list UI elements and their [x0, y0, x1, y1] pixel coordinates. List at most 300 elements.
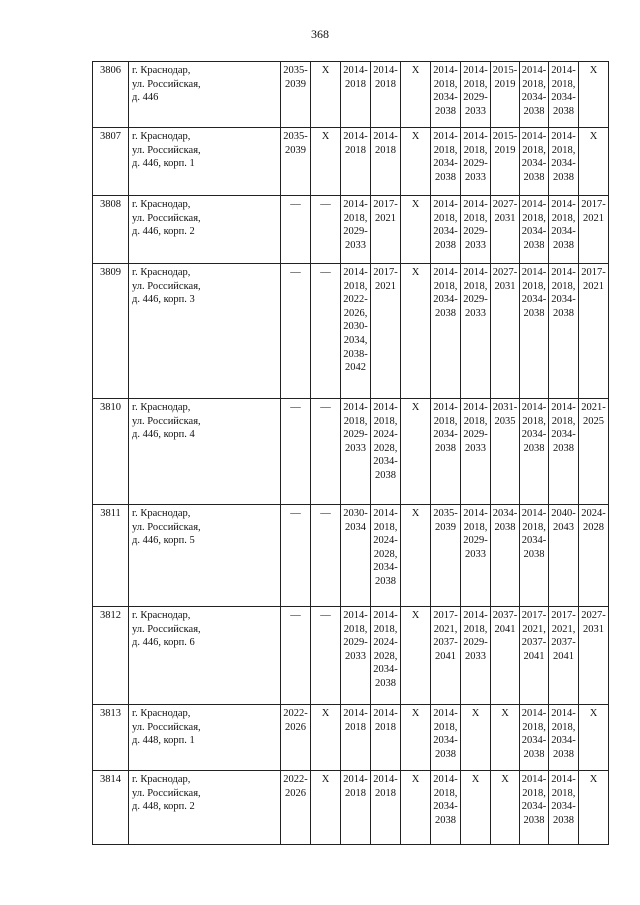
- cell-line: 2034-: [433, 158, 458, 170]
- cell-line: 2034-: [551, 294, 576, 306]
- cell-line: 2034-: [521, 294, 547, 306]
- period-cell: [461, 607, 491, 705]
- period-cell: [371, 399, 401, 505]
- period-cell: [401, 264, 431, 399]
- cell-line: 2038: [553, 239, 574, 251]
- period-cell: [461, 196, 491, 264]
- cell-line: 2029-: [463, 92, 488, 104]
- cell-line: 2015-: [492, 65, 518, 76]
- period-cell: [549, 705, 579, 771]
- address-line: ул. Российская,: [132, 623, 201, 635]
- cell-line: 2014-: [551, 774, 576, 785]
- address-line: ул. Российская,: [132, 787, 201, 799]
- cell-line: 2021: [375, 280, 396, 292]
- period-cell: [491, 196, 520, 264]
- cell-line: 2038: [435, 171, 456, 183]
- cell-line: 2014-: [551, 131, 576, 142]
- cell-line: 2034: [345, 521, 366, 533]
- cell-line: 2018,: [433, 787, 458, 799]
- period-cell: [461, 505, 491, 607]
- cell-line: 2034-: [373, 562, 398, 574]
- cell-line: 2034,: [343, 334, 368, 346]
- cell-line: 2018,: [463, 280, 488, 292]
- schedule-table: [92, 61, 609, 845]
- cell-line: 2038: [553, 814, 574, 826]
- cell-line: X: [321, 65, 330, 76]
- cell-line: 2034-: [433, 226, 458, 238]
- address-cell: [129, 264, 281, 399]
- dash-mark: —: [320, 610, 331, 621]
- cell-line: 2034-: [551, 226, 576, 238]
- address-line: г. Краснодар,: [132, 267, 191, 278]
- cell-line: 2018,: [463, 415, 488, 427]
- cell-line: 2014-: [463, 131, 488, 142]
- period-cell: [401, 705, 431, 771]
- cell-line: 2038-: [343, 348, 368, 360]
- cell-line: 2014-: [521, 774, 547, 785]
- cell-line: 2028: [583, 521, 604, 533]
- cell-line: 2038: [523, 442, 545, 454]
- cell-line: 2043: [553, 521, 574, 533]
- cell-line: 2029-: [463, 294, 488, 306]
- period-cell: [281, 771, 311, 845]
- dash-mark: —: [320, 199, 331, 210]
- period-cell: [401, 505, 431, 607]
- cell-line: 2034-: [521, 226, 547, 238]
- period-cell: [431, 399, 461, 505]
- cell-line: 2038: [523, 748, 545, 760]
- period-cell: [341, 399, 371, 505]
- dash-mark: —: [290, 402, 301, 413]
- cell-line: 2014-: [463, 402, 488, 413]
- period-cell: [371, 264, 401, 399]
- period-cell: [311, 128, 341, 196]
- table-row: [93, 607, 609, 705]
- cell-line: 2018: [345, 144, 366, 156]
- row-number: 3813: [93, 705, 129, 771]
- cell-line: 2037-: [551, 637, 576, 649]
- cell-line: 2019: [494, 78, 516, 90]
- cell-line: 2029-: [463, 535, 488, 547]
- cell-line: 2021: [583, 212, 604, 224]
- cell-line: 2038: [375, 677, 396, 689]
- cell-line: 2034-: [433, 294, 458, 306]
- cell-line: 2018: [345, 721, 366, 733]
- cell-line: 2041: [553, 650, 574, 662]
- address-line: г. Краснодар,: [132, 610, 191, 621]
- period-cell: [431, 196, 461, 264]
- address-line: д. 446: [132, 92, 159, 104]
- cell-line: 2014-: [551, 267, 576, 278]
- cell-line: 2024-: [373, 535, 398, 547]
- cell-line: 2034-: [433, 92, 458, 104]
- cell-line: 2014-: [463, 610, 488, 621]
- table-row: [93, 128, 609, 196]
- period-cell: [341, 505, 371, 607]
- address-line: д. 446, корп. 4: [132, 429, 195, 441]
- cell-line: 2021,: [522, 623, 546, 635]
- cell-line: X: [589, 131, 598, 142]
- cell-line: 2034-: [433, 429, 458, 441]
- cell-line: 2018,: [373, 623, 398, 635]
- period-cell: [311, 196, 341, 264]
- address-line: д. 446, корп. 1: [132, 158, 195, 170]
- period-cell: [549, 264, 579, 399]
- cell-line: 2014-: [521, 65, 547, 76]
- cell-line: 2014-: [373, 610, 398, 621]
- cell-line: 2018,: [551, 415, 576, 427]
- period-cell: [311, 705, 341, 771]
- cell-line: 2031: [494, 280, 516, 292]
- cell-line: 2014-: [521, 199, 547, 210]
- cell-line: 2018,: [463, 521, 488, 533]
- cell-line: 2018,: [343, 280, 368, 292]
- period-cell: [401, 771, 431, 845]
- cell-line: 2034-: [551, 158, 576, 170]
- address-cell: [129, 705, 281, 771]
- cell-line: 2025: [583, 415, 604, 427]
- cell-line: 2041: [435, 650, 456, 662]
- cell-line: 2018,: [522, 280, 546, 292]
- period-cell: [520, 128, 549, 196]
- cell-line: 2018,: [551, 721, 576, 733]
- cell-line: 2024-: [373, 637, 398, 649]
- cell-line: 2029-: [343, 637, 368, 649]
- period-cell: [549, 128, 579, 196]
- cell-line: 2034-: [521, 92, 547, 104]
- cell-line: 2017-: [373, 199, 398, 210]
- period-cell: [549, 607, 579, 705]
- cell-line: 2014-: [433, 267, 458, 278]
- cell-line: 2018: [345, 78, 366, 90]
- cell-line: 2018,: [551, 144, 576, 156]
- cell-line: 2038: [523, 171, 545, 183]
- address-cell: [129, 607, 281, 705]
- cell-line: 2018: [375, 787, 396, 799]
- cell-line: 2014-: [463, 65, 488, 76]
- period-cell: [491, 264, 520, 399]
- row-number: 3807: [93, 128, 129, 196]
- period-cell: [549, 771, 579, 845]
- cell-line: 2014-: [373, 65, 398, 76]
- address-line: г. Краснодар,: [132, 708, 191, 719]
- period-cell: [461, 62, 491, 128]
- cell-line: 2026,: [343, 307, 368, 319]
- cell-line: 2014-: [343, 199, 368, 210]
- period-cell: [579, 505, 609, 607]
- cell-line: 2028,: [373, 548, 398, 560]
- period-cell: [579, 399, 609, 505]
- cell-line: 2027-: [492, 199, 518, 210]
- cell-line: 2035-: [283, 65, 308, 76]
- address-line: г. Краснодар,: [132, 199, 191, 210]
- cell-line: 2024-: [581, 508, 606, 519]
- cell-line: 2018,: [343, 212, 368, 224]
- cell-line: X: [321, 774, 330, 785]
- cell-line: 2018,: [522, 721, 546, 733]
- cell-line: 2014-: [343, 610, 368, 621]
- cell-line: 2034-: [521, 158, 547, 170]
- period-cell: [371, 62, 401, 128]
- cell-line: 2034-: [521, 535, 547, 547]
- period-cell: [401, 399, 431, 505]
- cell-line: 2018,: [433, 721, 458, 733]
- address-line: ул. Российская,: [132, 521, 201, 533]
- cell-line: X: [589, 774, 598, 785]
- address-line: г. Краснодар,: [132, 65, 191, 76]
- cell-line: 2022-: [343, 294, 368, 306]
- cell-line: 2037-: [492, 610, 518, 621]
- cell-line: 2038: [553, 307, 574, 319]
- period-cell: [341, 196, 371, 264]
- cell-line: 2014-: [551, 708, 576, 719]
- cell-line: 2021-: [581, 402, 606, 413]
- cell-line: X: [501, 774, 509, 785]
- address-line: д. 446, корп. 5: [132, 535, 195, 547]
- cell-line: X: [589, 65, 598, 76]
- row-number: 3808: [93, 196, 129, 264]
- cell-line: 2038: [523, 307, 545, 319]
- cell-line: 2014-: [521, 708, 547, 719]
- cell-line: 2024-: [373, 429, 398, 441]
- page-number: 368: [311, 27, 329, 41]
- cell-line: 2018,: [463, 623, 488, 635]
- period-cell: [520, 399, 549, 505]
- cell-line: 2018,: [433, 415, 458, 427]
- cell-line: 2017-: [581, 267, 606, 278]
- cell-line: 2018: [345, 787, 366, 799]
- period-cell: [401, 607, 431, 705]
- period-cell: [281, 399, 311, 505]
- period-cell: [281, 705, 311, 771]
- address-line: д. 446, корп. 6: [132, 637, 195, 649]
- cell-line: 2018: [375, 144, 396, 156]
- cell-line: 2033: [465, 307, 486, 319]
- cell-line: 2041: [523, 650, 545, 662]
- cell-line: 2033: [345, 442, 366, 454]
- period-cell: [341, 607, 371, 705]
- period-cell: [371, 607, 401, 705]
- cell-line: 2014-: [551, 65, 576, 76]
- cell-line: 2017-: [433, 610, 458, 621]
- period-cell: [579, 196, 609, 264]
- cell-line: 2038: [435, 239, 456, 251]
- period-cell: [491, 128, 520, 196]
- period-cell: [281, 264, 311, 399]
- cell-line: 2018,: [551, 787, 576, 799]
- cell-line: 2035-: [283, 131, 308, 142]
- table-row: [93, 505, 609, 607]
- cell-line: 2014-: [343, 65, 368, 76]
- table-row: [93, 196, 609, 264]
- cell-line: X: [411, 131, 420, 142]
- cell-line: 2038: [494, 521, 516, 533]
- dash-mark: —: [320, 402, 331, 413]
- address-cell: [129, 62, 281, 128]
- cell-line: 2038: [523, 105, 545, 117]
- cell-line: 2038: [553, 748, 574, 760]
- cell-line: 2040-: [551, 508, 576, 519]
- period-cell: [371, 128, 401, 196]
- cell-line: 2038: [435, 105, 456, 117]
- table-row: [93, 264, 609, 399]
- cell-line: X: [321, 708, 330, 719]
- period-cell: [281, 62, 311, 128]
- period-cell: [461, 771, 491, 845]
- row-number: 3814: [93, 771, 129, 845]
- period-cell: [461, 399, 491, 505]
- period-cell: [491, 607, 520, 705]
- address-line: ул. Российская,: [132, 78, 201, 90]
- cell-line: 2034-: [521, 735, 547, 747]
- period-cell: [281, 607, 311, 705]
- cell-line: 2018,: [551, 212, 576, 224]
- cell-line: 2018,: [343, 415, 368, 427]
- period-cell: [491, 771, 520, 845]
- period-cell: [579, 705, 609, 771]
- period-cell: [520, 62, 549, 128]
- table-row: [93, 62, 609, 128]
- period-cell: [431, 505, 461, 607]
- dash-mark: —: [320, 508, 331, 519]
- cell-line: 2033: [345, 650, 366, 662]
- cell-line: 2037-: [521, 637, 547, 649]
- period-cell: [341, 771, 371, 845]
- address-line: ул. Российская,: [132, 415, 201, 427]
- period-cell: [281, 128, 311, 196]
- period-cell: [311, 399, 341, 505]
- cell-line: 2041: [494, 623, 516, 635]
- period-cell: [371, 771, 401, 845]
- cell-line: 2018,: [463, 144, 488, 156]
- period-cell: [281, 505, 311, 607]
- cell-line: 2026: [285, 721, 306, 733]
- row-number: 3812: [93, 607, 129, 705]
- cell-line: X: [411, 774, 420, 785]
- address-cell: [129, 399, 281, 505]
- cell-line: 2014-: [373, 131, 398, 142]
- cell-line: 2034-: [551, 429, 576, 441]
- cell-line: 2034-: [433, 801, 458, 813]
- cell-line: X: [411, 708, 420, 719]
- dash-mark: —: [320, 267, 331, 278]
- cell-line: 2014-: [463, 199, 488, 210]
- cell-line: X: [411, 267, 420, 278]
- period-cell: [520, 771, 549, 845]
- cell-line: 2038: [523, 548, 545, 560]
- cell-line: 2029-: [343, 226, 368, 238]
- address-line: д. 448, корп. 1: [132, 735, 195, 747]
- cell-line: 2038: [553, 442, 574, 454]
- cell-line: 2039: [285, 78, 306, 90]
- cell-line: 2028,: [373, 442, 398, 454]
- row-number: 3810: [93, 399, 129, 505]
- cell-line: 2038: [553, 171, 574, 183]
- cell-line: X: [411, 199, 420, 210]
- period-cell: [431, 264, 461, 399]
- cell-line: 2018,: [551, 280, 576, 292]
- table-body: [93, 62, 609, 845]
- period-cell: [431, 128, 461, 196]
- cell-line: 2031: [583, 623, 604, 635]
- cell-line: X: [411, 65, 420, 76]
- cell-line: 2014-: [463, 267, 488, 278]
- cell-line: 2018,: [551, 78, 576, 90]
- period-cell: [579, 607, 609, 705]
- period-cell: [491, 399, 520, 505]
- cell-line: 2014-: [551, 402, 576, 413]
- cell-line: 2033: [465, 105, 486, 117]
- cell-line: 2042: [345, 362, 366, 374]
- dash-mark: —: [290, 199, 301, 210]
- cell-line: 2035-: [433, 508, 458, 519]
- address-cell: [129, 128, 281, 196]
- cell-line: 2018,: [463, 212, 488, 224]
- address-line: д. 448, корп. 2: [132, 801, 195, 813]
- cell-line: 2034-: [551, 801, 576, 813]
- dash-mark: —: [290, 508, 301, 519]
- cell-line: 2018: [375, 721, 396, 733]
- cell-line: 2035: [494, 415, 516, 427]
- period-cell: [311, 62, 341, 128]
- address-line: г. Краснодар,: [132, 131, 191, 142]
- address-line: г. Краснодар,: [132, 774, 191, 785]
- period-cell: [341, 62, 371, 128]
- period-cell: [579, 128, 609, 196]
- period-cell: [520, 264, 549, 399]
- cell-line: 2038: [375, 575, 396, 587]
- cell-line: 2033: [465, 650, 486, 662]
- cell-line: 2014-: [433, 199, 458, 210]
- period-cell: [371, 505, 401, 607]
- cell-line: 2018,: [373, 521, 398, 533]
- cell-line: 2038: [435, 748, 456, 760]
- period-cell: [549, 505, 579, 607]
- cell-line: 2034-: [492, 508, 518, 519]
- period-cell: [491, 705, 520, 771]
- cell-line: 2014-: [343, 131, 368, 142]
- cell-line: 2014-: [343, 774, 368, 785]
- period-cell: [281, 196, 311, 264]
- cell-line: 2034-: [373, 664, 398, 676]
- period-cell: [311, 771, 341, 845]
- cell-line: X: [411, 402, 420, 413]
- period-cell: [461, 705, 491, 771]
- address-line: ул. Российская,: [132, 144, 201, 156]
- cell-line: 2038: [435, 442, 456, 454]
- cell-line: 2034-: [433, 735, 458, 747]
- address-line: г. Краснодар,: [132, 508, 191, 519]
- address-line: ул. Российская,: [132, 280, 201, 292]
- cell-line: 2018: [375, 78, 396, 90]
- period-cell: [520, 705, 549, 771]
- cell-line: 2038: [375, 469, 396, 481]
- cell-line: 2021: [583, 280, 604, 292]
- cell-line: X: [501, 708, 509, 719]
- address-line: д. 446, корп. 2: [132, 226, 195, 238]
- cell-line: 2018,: [463, 78, 488, 90]
- period-cell: [341, 705, 371, 771]
- cell-line: 2014-: [433, 402, 458, 413]
- cell-line: 2018,: [433, 144, 458, 156]
- period-cell: [371, 705, 401, 771]
- address-line: ул. Российская,: [132, 212, 201, 224]
- period-cell: [431, 607, 461, 705]
- period-cell: [579, 62, 609, 128]
- cell-line: 2027-: [492, 267, 518, 278]
- row-number: 3811: [93, 505, 129, 607]
- period-cell: [549, 399, 579, 505]
